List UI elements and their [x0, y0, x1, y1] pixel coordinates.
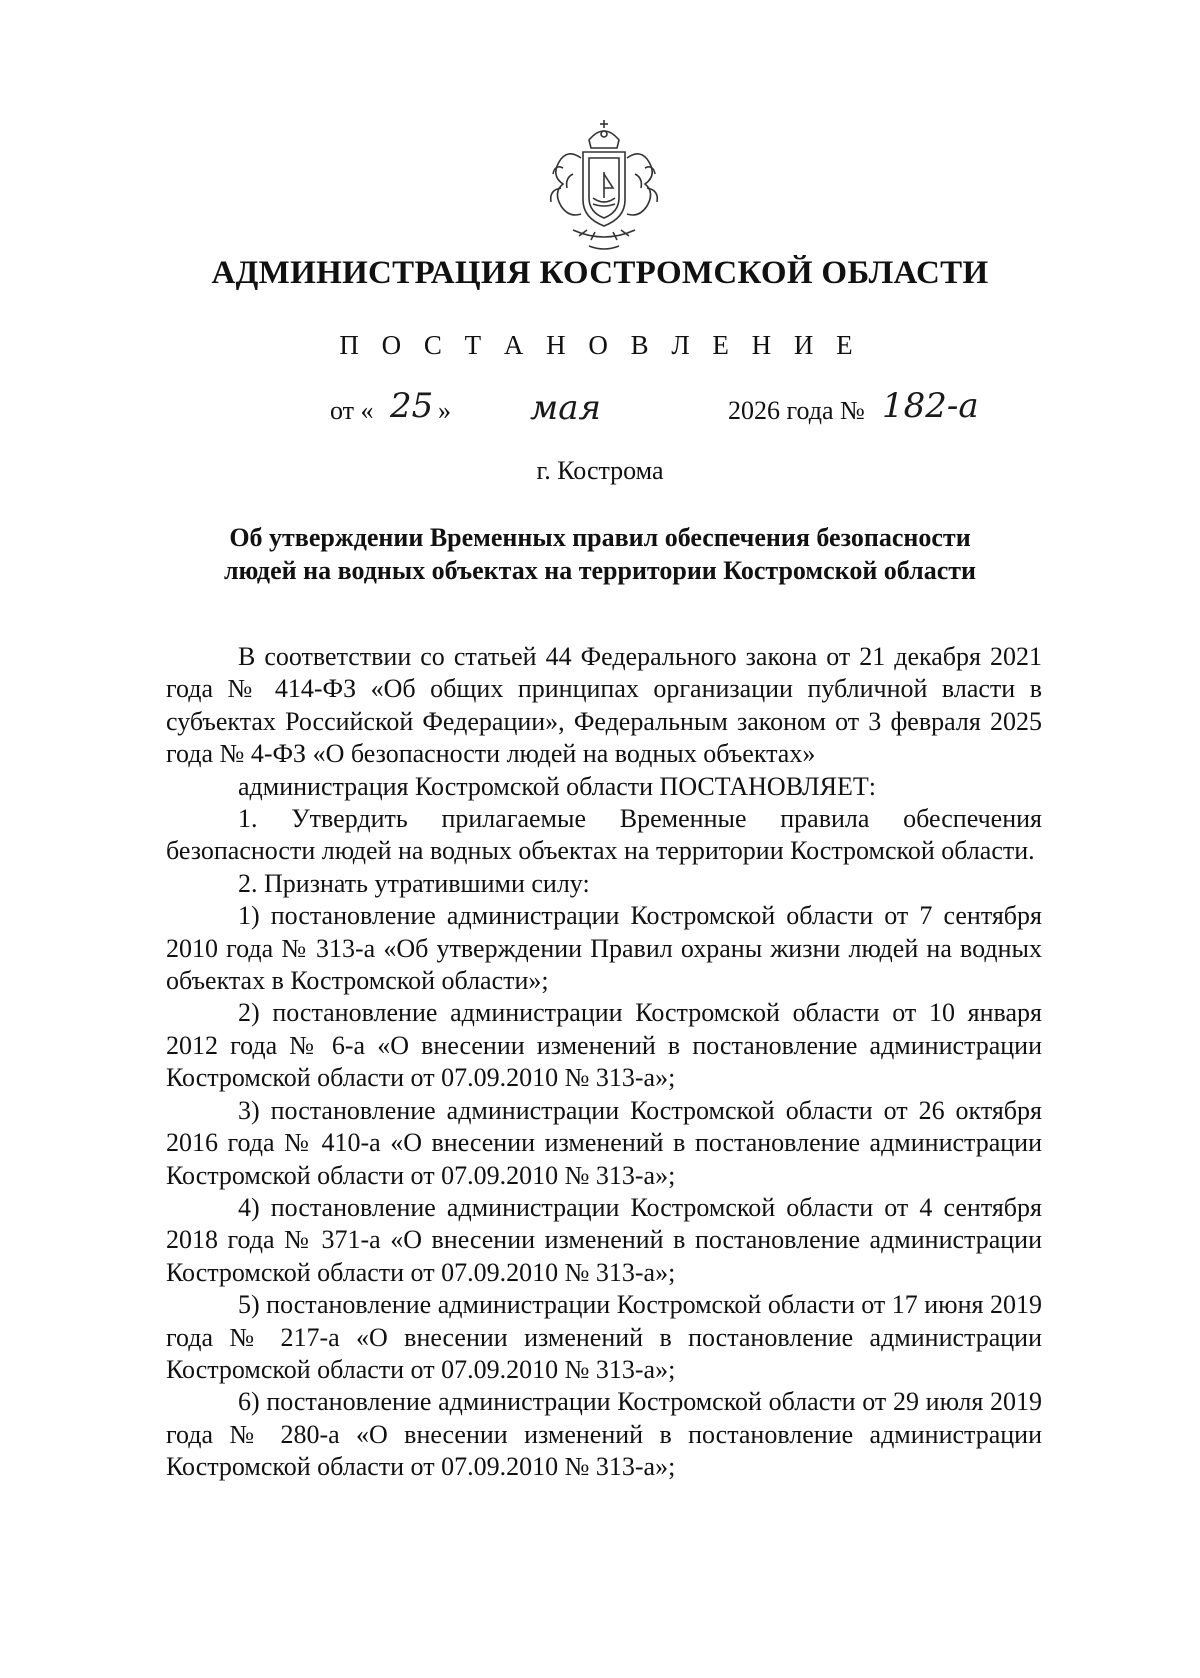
city: г. Кострома — [536, 456, 664, 485]
paragraph-subitem-3: 3) постановление администрации Костромской области от 26 октября 2016 года № 410-а «О внесении изменений в постановление администрации Костромской области от 07.09.2010 № 313-а»; — [166, 1095, 1042, 1190]
date-month: мая — [530, 388, 601, 428]
organization-title: АДМИНИСТРАЦИЯ КОСТРОМСКОЙ ОБЛАСТИ — [211, 255, 989, 291]
subject-line-1: Об утверждении Временных правил обеспечения безопасности — [229, 523, 971, 552]
subject-line-2: людей на водных объектах на территории Костромской области — [223, 556, 977, 585]
date-day-close: » — [438, 396, 451, 425]
date-prefix: от « — [330, 396, 374, 425]
document-subject — [150, 521, 1050, 587]
paragraph-item-2: 2. Признать утратившими силу: — [238, 868, 590, 898]
coat-of-arms-icon — [533, 118, 675, 260]
paragraph-subitem-2: 2) постановление администрации Костромской области от 10 января 2012 года № 6-а «О внесении изменений в постановление администрации Костромской области от 07.09.2010 № 313-а»; — [166, 998, 1042, 1093]
document-type: П О С Т А Н О В Л Е Н И Е — [339, 330, 861, 360]
date-line — [0, 386, 1200, 432]
paragraph-item-1: 1. Утвердить прилагаемые Временные правила обеспечения безопасности людей на водных объектах на территории Костромской области. — [166, 804, 1042, 866]
paragraph-subitem-5: 5) постановление администрации Костромской области от 17 июня 2019 года № 217-а «О внесении изменений в постановление администрации Костромской области от 07.09.2010 № 313-а»; — [166, 1290, 1042, 1384]
paragraph-subitem-1: 1) постановление администрации Костромской области от 7 сентября 2010 года № 313-а «Об утверждении Правил охраны жизни людей на водных объектах в Костромской области»; — [166, 901, 1042, 996]
date-day: 25 — [390, 386, 434, 426]
date-year: 2026 года № — [728, 396, 865, 425]
paragraph-subitem-6: 6) постановление администрации Костромской области от 29 июля 2019 года № 280-а «О внесении изменений в постановление администрации Костромской области от 07.09.2010 № 313-а»; — [166, 1387, 1042, 1482]
document-number: 182-а — [882, 386, 979, 426]
paragraph-resolves: администрация Костромской области ПОСТАНОВЛЯЕТ: — [238, 771, 877, 801]
paragraph-preamble: В соответствии со статьей 44 Федерального закона от 21 декабря 2021 года № 414-ФЗ «Об общих принципах организации публичной власти в субъектах Российской Федерации», Федеральным законом от 3 февраля 2025 года № 4-ФЗ «О безопасности людей на водных объектах» — [166, 642, 1042, 769]
paragraph-subitem-4: 4) постановление администрации Костромской области от 4 сентября 2018 года № 371-а «О внесении изменений в постановление администрации Костромской области от 07.09.2010 № 313-а»; — [166, 1192, 1042, 1287]
document-body — [166, 641, 1042, 1484]
